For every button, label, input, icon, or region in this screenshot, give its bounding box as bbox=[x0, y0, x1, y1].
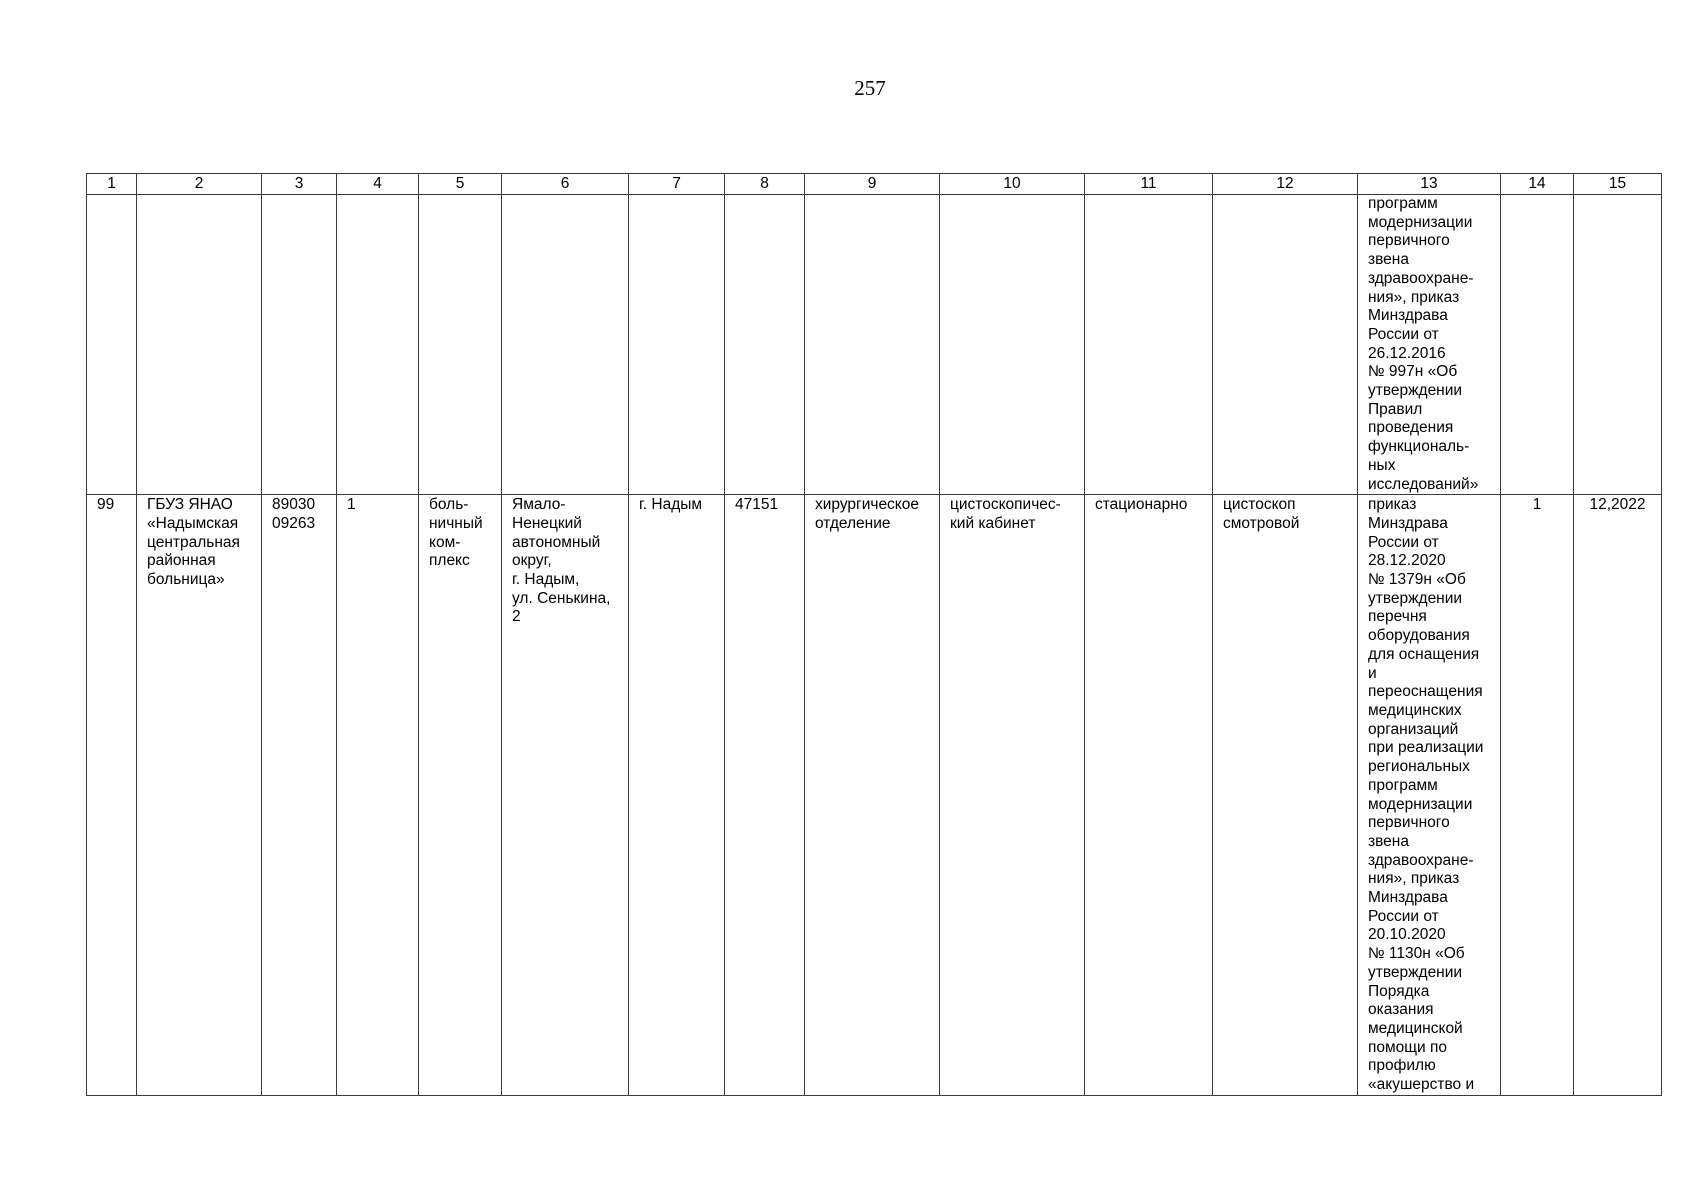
table-cell bbox=[1213, 195, 1358, 495]
table-cell bbox=[1574, 195, 1662, 495]
header-cell-4: 4 bbox=[337, 174, 419, 195]
table-row-99 bbox=[87, 495, 1662, 1096]
table-cell bbox=[1085, 195, 1213, 495]
locality: г. Надым bbox=[629, 495, 725, 1096]
header-cell-10: 10 bbox=[940, 174, 1085, 195]
header-cell-5: 5 bbox=[419, 174, 502, 195]
oktmo-code: 47151 bbox=[725, 495, 805, 1096]
regulation-text: приказ Минздрава России от 28.12.2020 № 1379н «Об утверждении перечня оборудования для оснащения и переоснащения медицинских организаций при реализации региональных программ модернизации первичного звена здравоохране- ния», приказ Минздрава России от 20.10.2020 № 1130н «Об утверждении Порядка оказания медицинской помощи по профилю «акушерство и bbox=[1358, 495, 1501, 1096]
equipment-name: цистоскоп смотровой bbox=[1213, 495, 1358, 1096]
facility-address: Ямало- Ненецкий автономный округ, г. Надым, ул. Сенькина, 2 bbox=[502, 495, 629, 1096]
page-number: 257 bbox=[854, 76, 886, 100]
delivery-date: 12,2022 bbox=[1574, 495, 1662, 1096]
table-cell bbox=[805, 195, 940, 495]
quantity: 1 bbox=[1501, 495, 1574, 1096]
table-cell bbox=[1501, 195, 1574, 495]
table-cell bbox=[502, 195, 629, 495]
header-cell-7: 7 bbox=[629, 174, 725, 195]
table-cell bbox=[337, 195, 419, 495]
table-cell bbox=[262, 195, 337, 495]
header-cell-3: 3 bbox=[262, 174, 337, 195]
regulation-text-continued: программ модернизации первичного звена здравоохране- ния», приказ Минздрава России от 26.12.2016 № 997н «Об утверждении Правил проведения функциональ- ных исследований» bbox=[1358, 195, 1501, 495]
header-cell-6: 6 bbox=[502, 174, 629, 195]
table-cell bbox=[725, 195, 805, 495]
header-cell-8: 8 bbox=[725, 174, 805, 195]
care-condition: стационарно bbox=[1085, 495, 1213, 1096]
row-number: 99 bbox=[87, 495, 137, 1096]
facility-type: боль- ничный ком- плекс bbox=[419, 495, 502, 1096]
header-row bbox=[87, 174, 1662, 195]
table-row-continued bbox=[87, 195, 1662, 495]
header-cell-1: 1 bbox=[87, 174, 137, 195]
header-cell-2: 2 bbox=[137, 174, 262, 195]
table-cell bbox=[137, 195, 262, 495]
header-cell-14: 14 bbox=[1501, 174, 1574, 195]
table-cell bbox=[419, 195, 502, 495]
header-cell-11: 11 bbox=[1085, 174, 1213, 195]
col4-value: 1 bbox=[337, 495, 419, 1096]
organization-code: 89030 09263 bbox=[262, 495, 337, 1096]
table-cell bbox=[87, 195, 137, 495]
header-cell-13: 13 bbox=[1358, 174, 1501, 195]
table-cell bbox=[629, 195, 725, 495]
header-cell-9: 9 bbox=[805, 174, 940, 195]
equipment-table bbox=[86, 173, 1662, 1096]
room: цистоскопичес- кий кабинет bbox=[940, 495, 1085, 1096]
department: хирургическое отделение bbox=[805, 495, 940, 1096]
table-cell bbox=[940, 195, 1085, 495]
header-cell-15: 15 bbox=[1574, 174, 1662, 195]
organization-name: ГБУЗ ЯНАО «Надымская центральная районная больница» bbox=[137, 495, 262, 1096]
header-cell-12: 12 bbox=[1213, 174, 1358, 195]
